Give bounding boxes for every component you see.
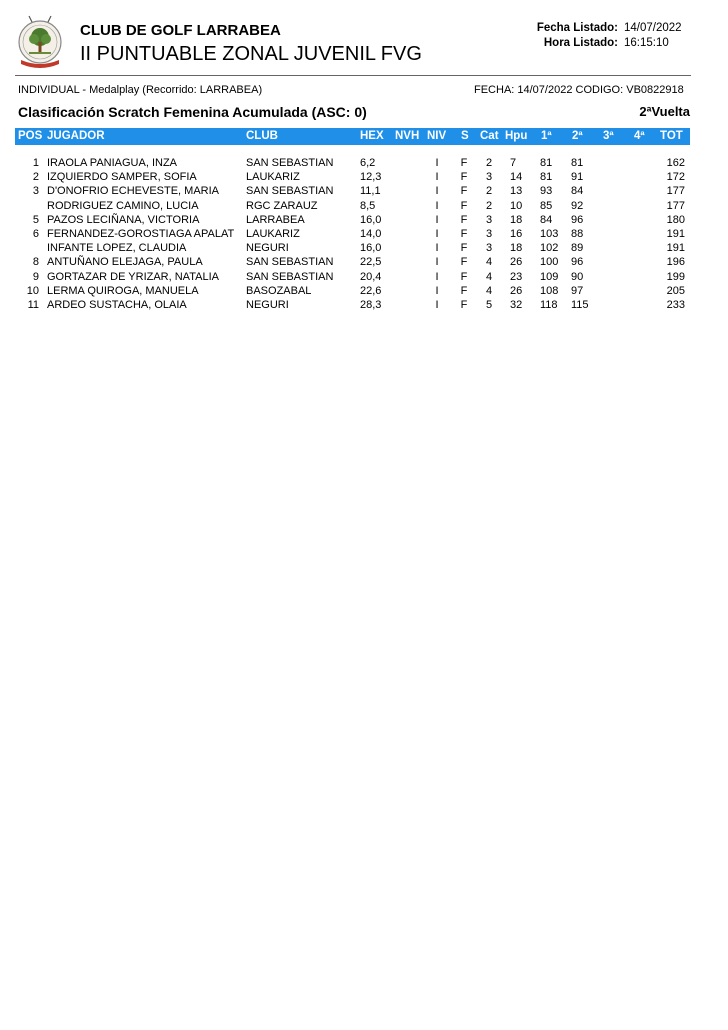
cell-r1: 102 bbox=[540, 242, 559, 255]
cell-niv: I bbox=[435, 284, 439, 297]
cell-club: SAN SEBASTIAN bbox=[246, 256, 334, 269]
cell-s: F bbox=[460, 157, 468, 169]
cell-r2: 92 bbox=[571, 199, 584, 212]
hora-listado-value: 16:15:10 bbox=[624, 37, 669, 49]
results-table-header bbox=[15, 128, 690, 145]
cell-hpu: 16 bbox=[510, 227, 523, 240]
cell-hpu: 26 bbox=[510, 284, 523, 297]
cell-pos: 6 bbox=[32, 227, 39, 240]
cell-niv: I bbox=[435, 256, 439, 269]
cell-cat: 4 bbox=[485, 270, 493, 283]
col-header-nvh: NVH bbox=[395, 130, 420, 142]
classification-title: Clasificación Scratch Femenina Acumulada (ASC: 0) bbox=[18, 104, 367, 120]
fecha-listado-label: Fecha Listado: bbox=[536, 22, 618, 34]
cell-pos: 10 bbox=[26, 284, 39, 297]
cell-jugador: PAZOS LECIÑANA, VICTORIA bbox=[47, 213, 200, 226]
cell-jugador: LERMA QUIROGA, MANUELA bbox=[47, 284, 199, 297]
cell-s: F bbox=[460, 284, 468, 297]
cell-cat: 4 bbox=[485, 256, 493, 269]
cell-hex: 22,5 bbox=[360, 256, 382, 269]
cell-r1: 85 bbox=[540, 199, 553, 212]
cell-tot: 177 bbox=[666, 185, 685, 198]
fecha-listado-value: 14/07/2022 bbox=[624, 22, 682, 34]
cell-niv: I bbox=[435, 242, 439, 255]
cell-niv: I bbox=[435, 157, 439, 169]
cell-cat: 5 bbox=[485, 298, 493, 311]
cell-r2: 91 bbox=[571, 171, 584, 184]
cell-tot: 172 bbox=[666, 171, 685, 184]
cell-hpu: 18 bbox=[510, 242, 523, 255]
listing-meta-labels bbox=[508, 21, 618, 51]
cell-cat: 2 bbox=[485, 199, 493, 212]
cell-jugador: IRAOLA PANIAGUA, INZA bbox=[47, 157, 177, 169]
cell-hex: 8,5 bbox=[360, 199, 376, 212]
cell-club: LAUKARIZ bbox=[246, 227, 300, 240]
round-label: 2ªVuelta bbox=[639, 104, 690, 119]
cell-cat: 3 bbox=[485, 227, 493, 240]
col-header-club: CLUB bbox=[246, 130, 278, 142]
cell-cat: 4 bbox=[485, 284, 493, 297]
cell-hpu: 23 bbox=[510, 270, 523, 283]
cell-hex: 20,4 bbox=[360, 270, 382, 283]
club-name: CLUB DE GOLF LARRABEA bbox=[80, 22, 281, 39]
cell-hex: 16,0 bbox=[360, 242, 382, 255]
cell-tot: 177 bbox=[666, 199, 685, 212]
cell-s: F bbox=[460, 199, 468, 212]
table-row bbox=[15, 227, 691, 241]
cell-cat: 3 bbox=[485, 213, 493, 226]
col-header-niv: NIV bbox=[427, 130, 447, 142]
cell-s: F bbox=[460, 227, 468, 240]
cell-s: F bbox=[460, 256, 468, 269]
cell-cat: 3 bbox=[485, 171, 493, 184]
col-header-s: S bbox=[461, 130, 469, 142]
cell-niv: I bbox=[435, 185, 439, 198]
cell-s: F bbox=[460, 171, 468, 184]
cell-pos: 9 bbox=[32, 270, 39, 283]
cell-club: SAN SEBASTIAN bbox=[246, 270, 334, 283]
table-row bbox=[15, 298, 691, 312]
table-row bbox=[15, 156, 691, 170]
cell-r1: 103 bbox=[540, 227, 559, 240]
cell-hex: 22,6 bbox=[360, 284, 382, 297]
cell-r2: 96 bbox=[571, 213, 584, 226]
cell-hex: 16,0 bbox=[360, 213, 382, 226]
table-row bbox=[15, 241, 691, 255]
modality-text: INDIVIDUAL - Medalplay (Recorrido: LARRABEA) bbox=[18, 84, 263, 96]
cell-jugador: RODRIGUEZ CAMINO, LUCIA bbox=[47, 199, 199, 212]
cell-s: F bbox=[460, 242, 468, 255]
cell-jugador: ANTUÑANO ELEJAGA, PAULA bbox=[47, 256, 203, 269]
cell-tot: 196 bbox=[666, 256, 685, 269]
cell-r1: 108 bbox=[540, 284, 559, 297]
cell-club: LARRABEA bbox=[246, 213, 305, 226]
fecha-codigo-text: FECHA: 14/07/2022 CODIGO: VB0822918 bbox=[474, 84, 684, 96]
table-row bbox=[15, 199, 691, 213]
table-row bbox=[15, 284, 691, 298]
cell-tot: 191 bbox=[666, 242, 685, 255]
cell-hex: 11,1 bbox=[360, 185, 381, 198]
table-row bbox=[15, 213, 691, 227]
cell-tot: 205 bbox=[666, 284, 685, 297]
cell-r2: 88 bbox=[571, 227, 584, 240]
event-title: II PUNTUABLE ZONAL JUVENIL FVG bbox=[80, 43, 422, 65]
cell-niv: I bbox=[435, 213, 439, 226]
cell-r1: 81 bbox=[540, 157, 553, 169]
cell-jugador: FERNANDEZ-GOROSTIAGA APALAT bbox=[47, 227, 235, 240]
cell-jugador: IZQUIERDO SAMPER, SOFIA bbox=[47, 171, 197, 184]
cell-club: NEGURI bbox=[246, 242, 289, 255]
cell-tot: 180 bbox=[666, 213, 685, 226]
cell-r2: 89 bbox=[571, 242, 584, 255]
hora-listado-label: Hora Listado: bbox=[543, 37, 618, 49]
cell-r1: 93 bbox=[540, 185, 553, 198]
cell-r1: 81 bbox=[540, 171, 553, 184]
cell-hex: 28,3 bbox=[360, 298, 382, 311]
cell-tot: 233 bbox=[666, 298, 685, 311]
cell-pos: 8 bbox=[32, 256, 39, 269]
cell-niv: I bbox=[435, 270, 439, 283]
cell-tot: 199 bbox=[666, 270, 685, 283]
col-header-r3: 3ª bbox=[603, 130, 614, 142]
cell-pos: 11 bbox=[27, 298, 39, 311]
cell-s: F bbox=[460, 270, 468, 283]
cell-s: F bbox=[460, 213, 468, 226]
cell-tot: 191 bbox=[666, 227, 685, 240]
cell-jugador: ARDEO SUSTACHA, OLAIA bbox=[47, 298, 187, 311]
cell-hpu: 26 bbox=[510, 256, 523, 269]
col-header-cat: Cat bbox=[480, 130, 499, 142]
cell-r2: 96 bbox=[571, 256, 584, 269]
cell-r2: 84 bbox=[571, 185, 584, 198]
col-header-hex: HEX bbox=[360, 130, 384, 142]
cell-club: LAUKARIZ bbox=[246, 171, 300, 184]
cell-hpu: 10 bbox=[510, 199, 523, 212]
listing-meta-values bbox=[624, 21, 682, 51]
cell-club: SAN SEBASTIAN bbox=[246, 185, 334, 198]
cell-club: SAN SEBASTIAN bbox=[246, 157, 334, 169]
cell-pos: 3 bbox=[32, 185, 39, 198]
cell-r2: 97 bbox=[571, 284, 584, 297]
cell-pos: 5 bbox=[32, 213, 39, 226]
cell-hpu: 32 bbox=[510, 298, 523, 311]
header-divider bbox=[15, 75, 691, 76]
cell-s: F bbox=[460, 185, 468, 198]
cell-r2: 115 bbox=[571, 298, 589, 311]
cell-r1: 109 bbox=[540, 270, 559, 283]
cell-hex: 14,0 bbox=[360, 227, 382, 240]
cell-jugador: GORTAZAR DE YRIZAR, NATALIA bbox=[47, 270, 219, 283]
cell-niv: I bbox=[435, 227, 439, 240]
club-logo bbox=[15, 14, 65, 70]
cell-hpu: 7 bbox=[510, 157, 517, 169]
cell-r2: 81 bbox=[571, 157, 584, 169]
cell-club: BASOZABAL bbox=[246, 284, 312, 297]
cell-hex: 6,2 bbox=[360, 157, 376, 169]
cell-hpu: 18 bbox=[510, 213, 523, 226]
cell-cat: 2 bbox=[485, 157, 493, 169]
cell-hpu: 13 bbox=[510, 185, 523, 198]
cell-cat: 3 bbox=[485, 242, 493, 255]
table-row bbox=[15, 255, 691, 269]
cell-tot: 162 bbox=[666, 157, 685, 169]
cell-club: NEGURI bbox=[246, 298, 289, 311]
col-header-pos: POS bbox=[18, 130, 43, 142]
results-table-body bbox=[15, 156, 691, 312]
cell-pos: 2 bbox=[32, 171, 39, 184]
col-header-tot: TOT bbox=[660, 130, 683, 142]
cell-s: F bbox=[460, 298, 468, 311]
col-header-r1: 1ª bbox=[541, 130, 552, 142]
col-header-r4: 4ª bbox=[634, 130, 645, 142]
cell-pos: 1 bbox=[32, 157, 39, 169]
cell-club: RGC ZARAUZ bbox=[246, 199, 318, 212]
table-row bbox=[15, 170, 691, 184]
cell-hpu: 14 bbox=[510, 171, 523, 184]
cell-niv: I bbox=[435, 199, 439, 212]
cell-niv: I bbox=[435, 298, 439, 311]
table-row bbox=[15, 184, 691, 198]
cell-jugador: D'ONOFRIO ECHEVESTE, MARIA bbox=[47, 185, 220, 198]
cell-r1: 118 bbox=[540, 298, 558, 311]
col-header-jugador: JUGADOR bbox=[47, 130, 105, 142]
col-header-r2: 2ª bbox=[572, 130, 583, 142]
cell-r1: 100 bbox=[540, 256, 559, 269]
cell-r1: 84 bbox=[540, 213, 553, 226]
cell-r2: 90 bbox=[571, 270, 584, 283]
cell-niv: I bbox=[435, 171, 439, 184]
table-row bbox=[15, 270, 691, 284]
cell-cat: 2 bbox=[485, 185, 493, 198]
cell-jugador: INFANTE LOPEZ, CLAUDIA bbox=[47, 242, 187, 255]
cell-hex: 12,3 bbox=[360, 171, 382, 184]
col-header-hpu: Hpu bbox=[505, 130, 528, 142]
